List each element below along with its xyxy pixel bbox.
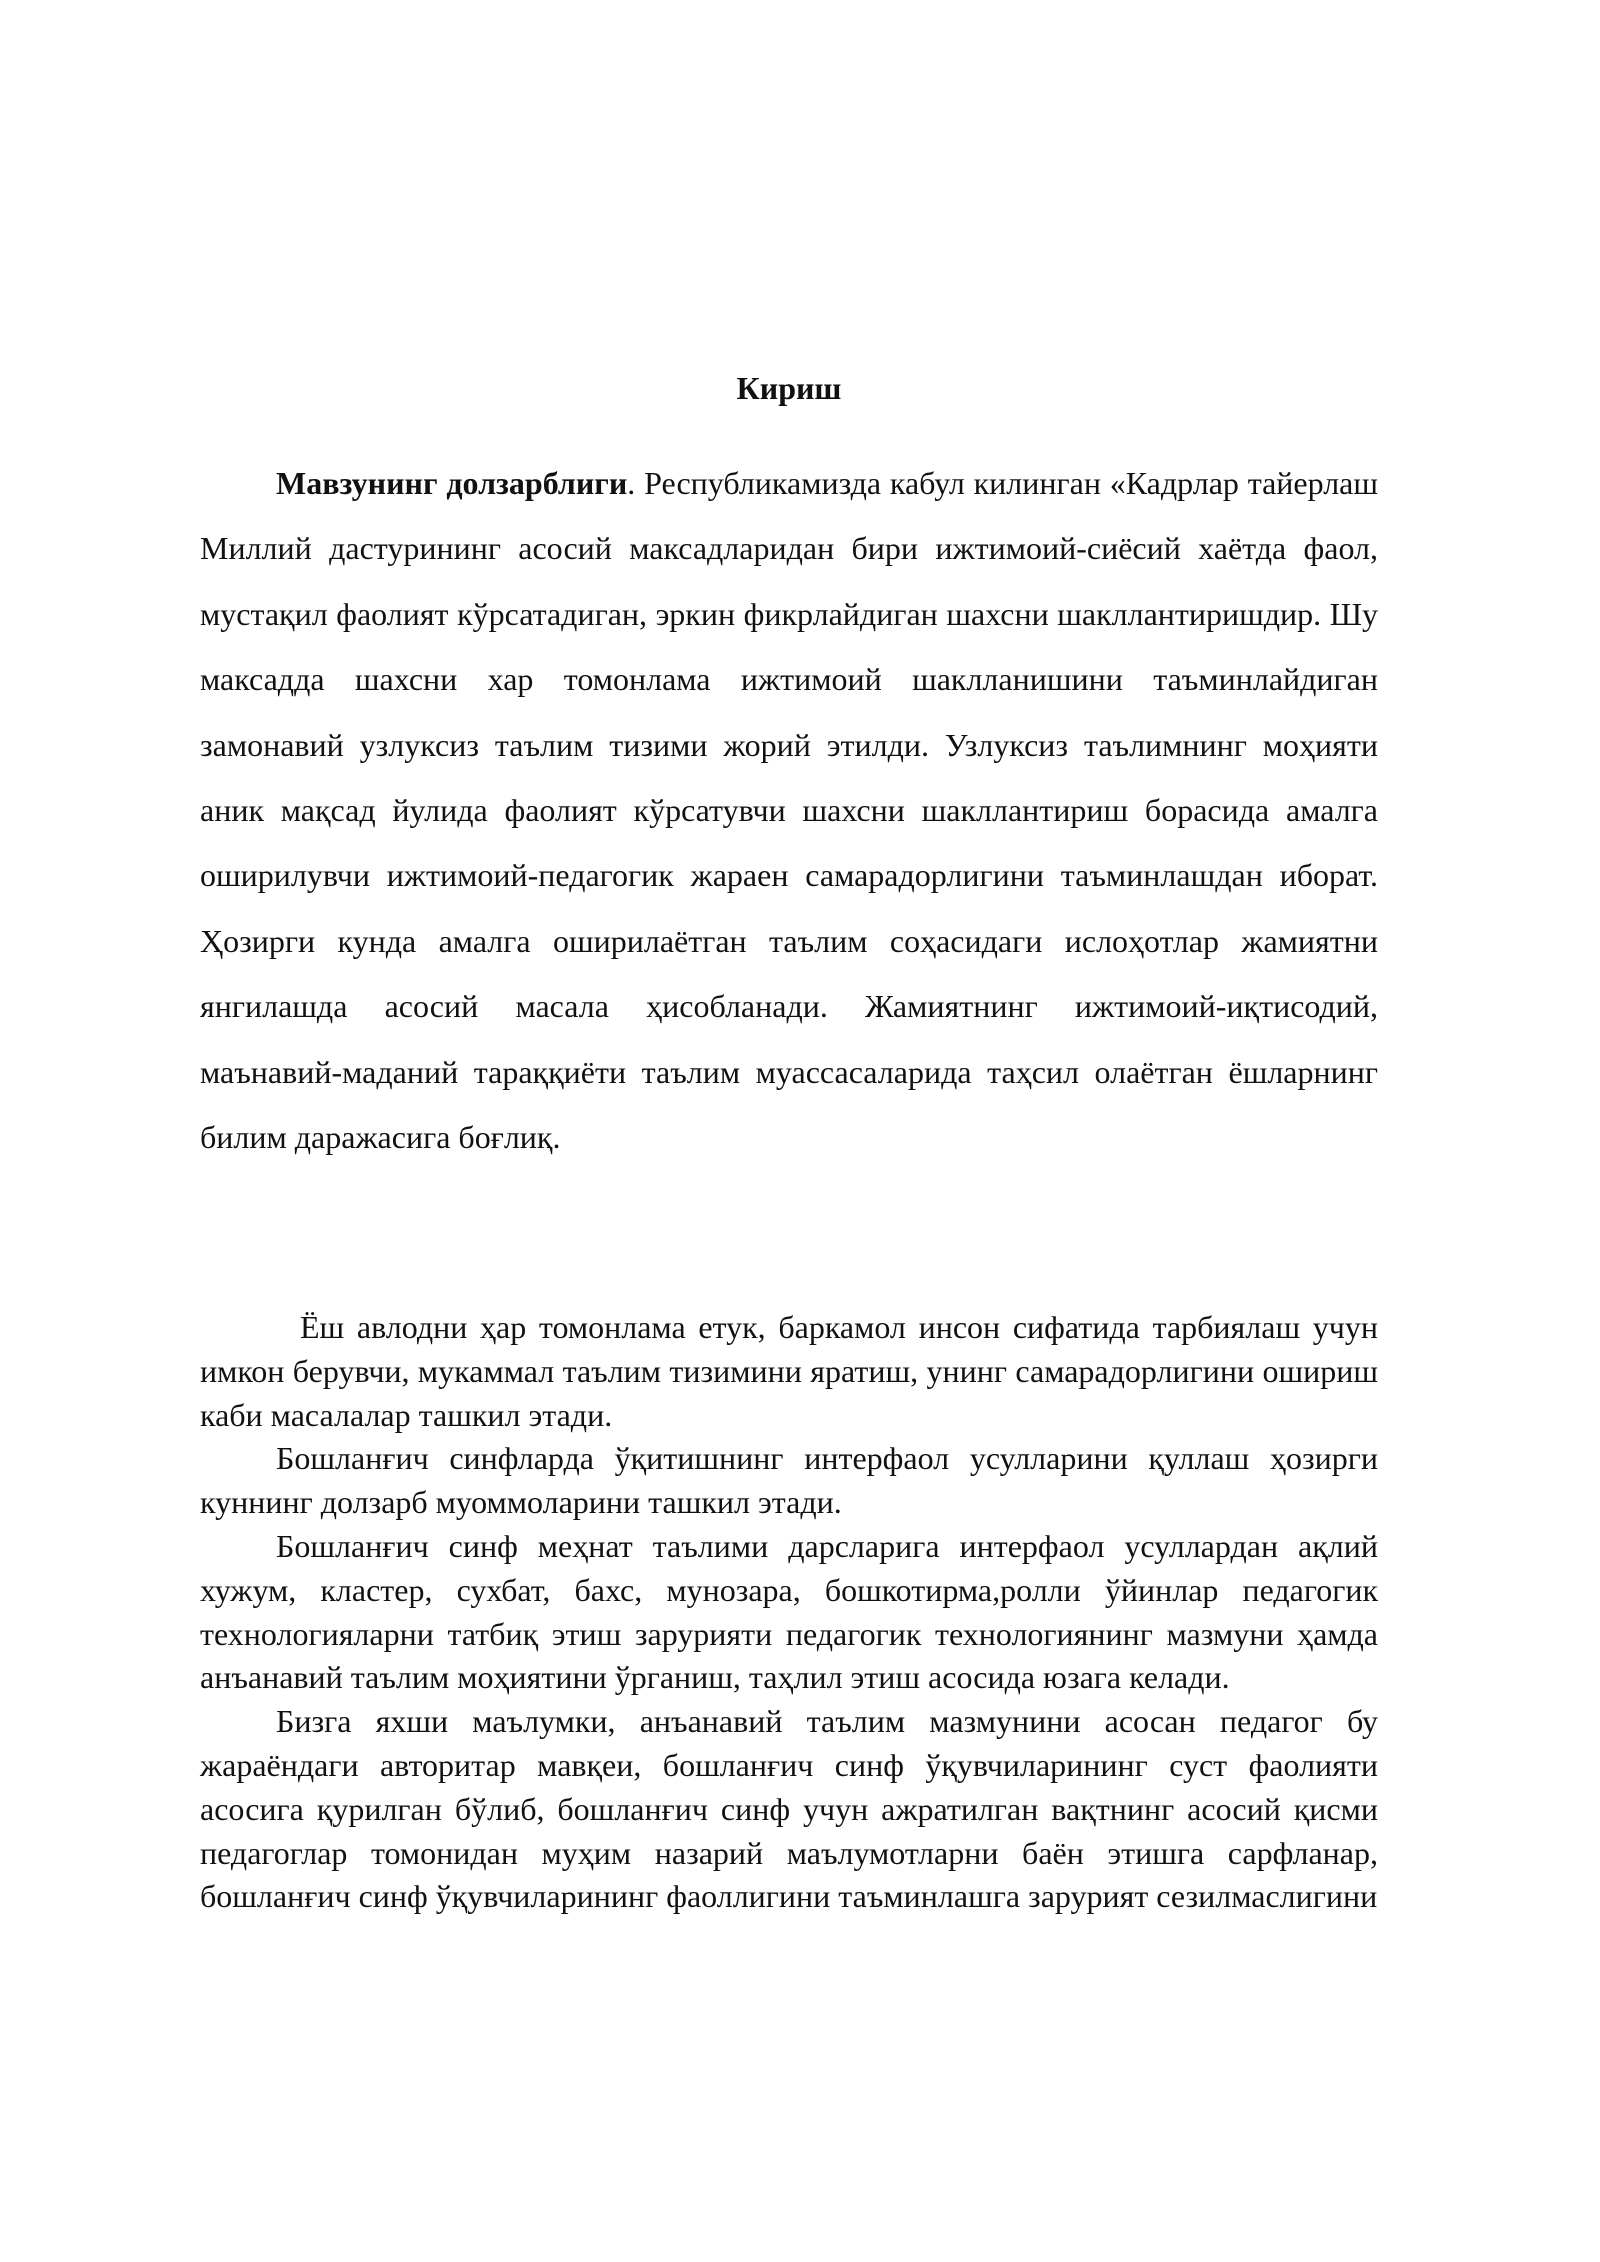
paragraph-3: Бошланғич синф меҳнат таълими дарсларига интерфаол усуллардан ақлий хужум, кластер, сухбат, бахс, мунозара, бошкотирма,ролли ўйинлар педагогик технологияларни татбиқ этиш зарурияти педагогик технологиянинг мазмуни ҳамда анъанавий таълим моҳиятини ўрганиш, таҳлил этиш асосида юзага келади. — [200, 1527, 1378, 1696]
intro-paragraph — [200, 451, 1378, 1170]
intro-lead-punct: . — [627, 465, 636, 501]
intro-lead: Мавзунинг долзарблиги — [276, 465, 628, 501]
intro-text: Республикамизда кабул килинган «Кадрлар тайерлаш Миллий дастурининг асосий максадларидан бири ижтимоий-сиёсий хаётда фаол, мустақил фаолият кўрсатадиган, эркин фикрлайдиган шахсни шакллантиришдир. Шу максадда шахсни хар томонлама ижтимоий шаклланишини таъминлайдиган замонавий узлуксиз таълим тизими жорий этилди. Узлуксиз таълимнинг моҳияти аник мақсад йулида фаолият кўрсатувчи шахсни шакллантириш борасида амалга оширилувчи ижтимоий-педагогик жараен самарадорлигини таъминлашдан иборат. Ҳозирги кунда амалга оширилаётган таълим соҳасидаги ислоҳотлар жамиятни янгилашда асосий масала ҳисобланади. Жамиятнинг ижтимоий-иқтисодий, маънавий-маданий тараққиёти таълим муассасаларида таҳсил олаётган ёшларнинг билим даражасига боғлиқ. — [200, 465, 1379, 1156]
paragraph-1: Ёш авлодни ҳар томонлама етук, баркамол инсон сифатида тарбиялаш учун имкон берувчи, мукаммал таълим тизимини яратиш, унинг самарадорлигини ошириш каби масалалар ташкил этади. — [200, 1309, 1378, 1433]
page-title: Кириш — [736, 370, 842, 406]
paragraph-4: Бизга яхши маълумки, анъанавий таълим мазмунини асосан педагог бу жараёндаги авторитар мавқеи, бошланғич синф ўқувчиларининг суст фаолияти асосига қурилган бўлиб, бошланғич синф учун ажратилган вақтнинг асосий қисми педагоглар томонидан муҳим назарий маълумотларни баён этишга сарфланар, бошланғич синф ўқувчиларининг фаоллигини таъминлашга зарурият сезилмаслигини — [200, 1703, 1378, 1915]
body-text — [200, 1306, 1378, 1919]
paragraph-2: Бошланғич синфларда ўқитишнинг интерфаол усулларини қуллаш ҳозирги куннинг долзарб муоммоларини ташкил этади. — [200, 1440, 1378, 1521]
